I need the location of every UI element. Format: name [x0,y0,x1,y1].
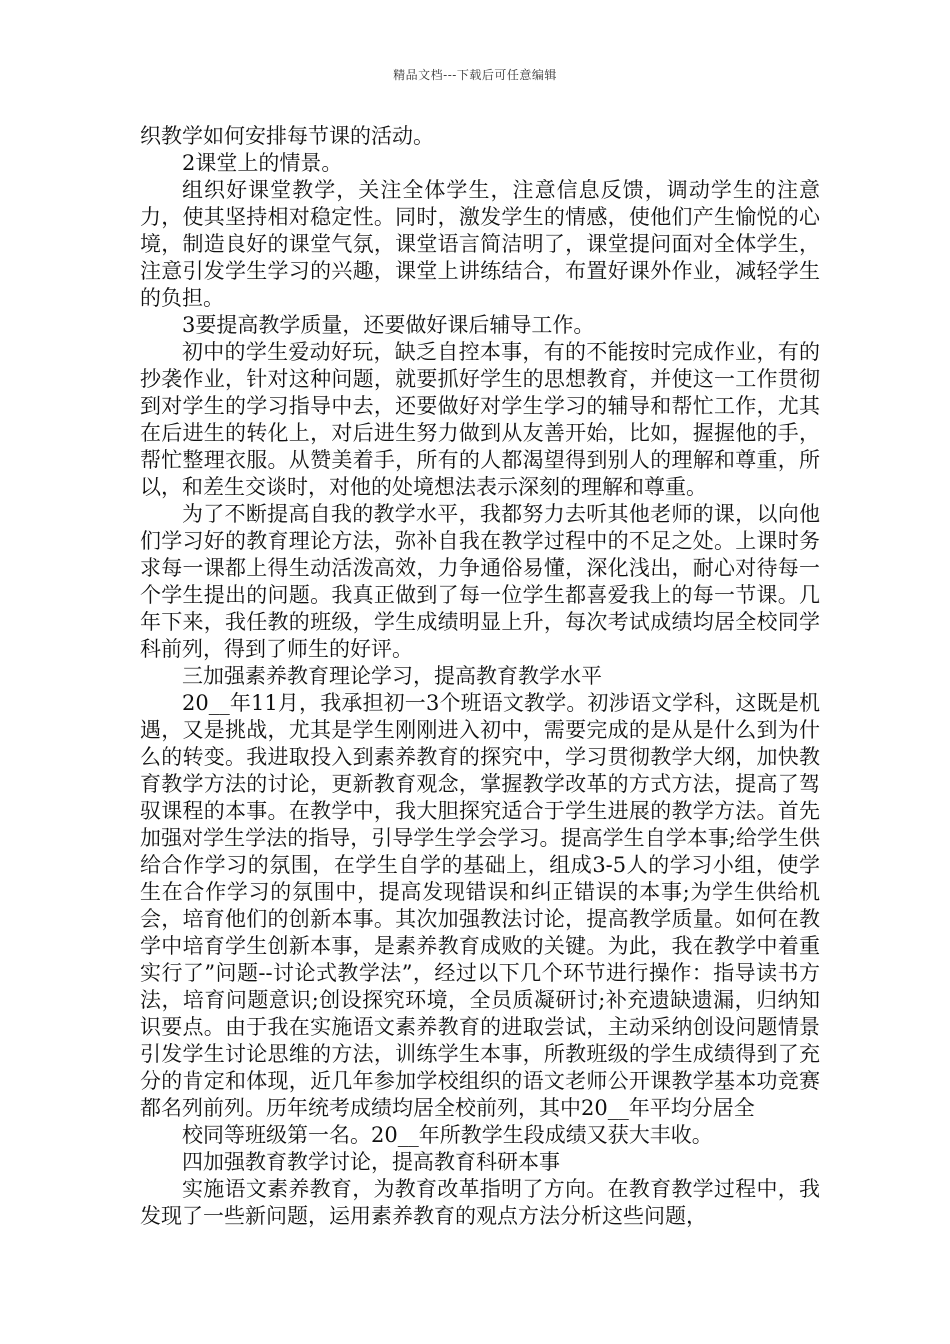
paragraph: 实施语文素养教育，为教育改革指明了方向。在教育教学过程中，我发现了一些新问题，运用素养教育的观点方法分析这些问题， [140,1177,820,1228]
paragraph: 3要提高教学质量，还要做好课后辅导工作。 [182,313,595,337]
paragraph: 20__年11月，我承担初一3个班语文教学。初涉语文学科，这既是机遇，又是挑战，尤其是学生刚刚进入初中，需要完成的是从是什么到为什么的转变。我进取投入到素养教育的探究中，学习贯彻教学大纲，加快教育教学方法的讨论，更新教育观念，掌握教学改革的方式方法，提高了驾驭课程的本事。在教学中，我大胆探究适合于学生进展的教学方法。首先加强对学生学法的指导，引导学生学会学习。提高学生自学本事;给学生供给合作学习的氛围，在学生自学的基础上，组成3-5人的学习小组，使学生在合作学习的氛围中，提高发现错误和纠正错误的本事;为学生供给机会，培育他们的创新本事。其次加强教法讨论，提高教学质量。如何在教学中培育学生创新本事，是素养教育成败的关键。为此，我在教学中着重实行了”问题--讨论式教学法”，经过以下几个环节进行操作：指导读书方法，培育问题意识;创设探究环境，全员质凝研讨;补充遗缺遗漏，归纳知识要点。由于我在实施语文素养教育的进取尝试，主动采纳创设问题情景引发学生讨论思维的方法，训练学生本事，所教班级的学生成绩得到了充分的肯定和体现，近几年参加学校组织的语文老师公开课教学基本功竞赛都名列前列。历年统考成绩均居全校前列，其中20__年平均分居全 [140,691,820,1120]
paragraph: 初中的学生爱动好玩，缺乏自控本事，有的不能按时完成作业，有的抄袭作业，针对这种问题，就要抓好学生的思想教育，并使这一工作贯彻到对学生的学习指导中去，还要做好对学生学习的辅导和帮忙工作，尤其在后进生的转化上，对后进生努力做到从友善开始，比如，握握他的手，帮忙整理衣服。从赞美着手，所有的人都渴望得到别人的理解和尊重，所以，和差生交谈时，对他的处境想法表示深刻的理解和尊重。 [140,340,820,499]
paragraph: 组织好课堂教学，关注全体学生，注意信息反馈，调动学生的注意力，使其坚持相对稳定性。同时，激发学生的情感，使他们产生愉悦的心境，制造良好的课堂气氛，课堂语言简洁明了，课堂提问面对全体学生，注意引发学生学习的兴趣，课堂上讲练结合，布置好课外作业，减轻学生的负担。 [140,178,820,310]
paragraph: 为了不断提高自我的教学水平，我都努力去听其他老师的课，以向他们学习好的教育理论方法，弥补自我在教学过程中的不足之处。上课时务求每一课都上得生动活泼高效，力争通俗易懂，深化浅出，耐心对待每一个学生提出的问题。我真正做到了每一位学生都喜爱我上的每一节课。几年下来，我任教的班级，学生成绩明显上升，每次考试成绩均居全校同学科前列，得到了师生的好评。 [140,502,820,661]
section-heading: 四加强教育教学讨论，提高教育科研本事 [182,1150,560,1174]
paragraph: 织教学如何安排每节课的活动。 [140,124,434,148]
document-body [140,123,820,1230]
page-header: 精品文档---下载后可任意编辑 [393,68,557,82]
section-heading: 三加强素养教育理论学习，提高教育教学水平 [182,664,602,688]
paragraph: 2课堂上的情景。 [182,151,343,175]
paragraph: 校同等班级第一名。20__年所教学生段成绩又获大丰收。 [182,1123,713,1147]
